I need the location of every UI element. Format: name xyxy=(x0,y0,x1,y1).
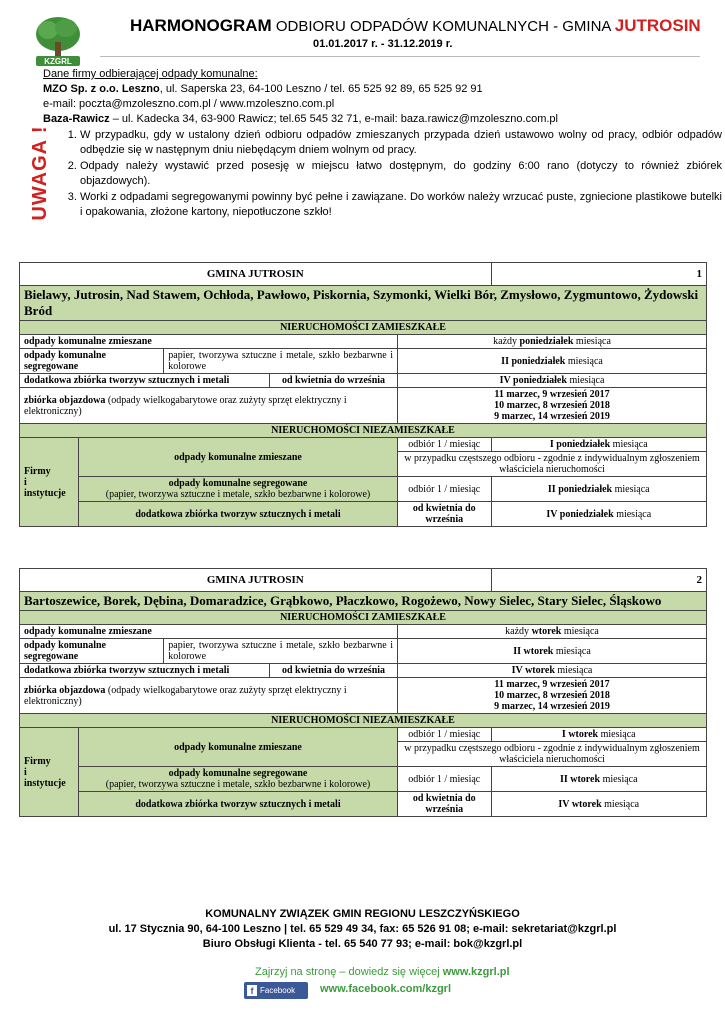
kzgrl-logo xyxy=(28,14,88,68)
firm-mixed-value: I poniedziałek miesiąca xyxy=(491,438,706,452)
schedule-table-2 xyxy=(19,568,707,817)
notice-item: 3. Worki z odpadami segregowanymi powinny być pełne i zawiązane. Do worków należy wrzucać puste, zgniecione plastikowe butelki i opakowania, złożone kartony, niepotłuczone szkło! xyxy=(80,190,722,220)
row-seg-value: II poniedziałek miesiąca xyxy=(398,349,707,374)
firm-seg-value: II wtorek miesiąca xyxy=(491,767,706,792)
gmina-heading: GMINA JUTROSIN xyxy=(20,263,492,286)
firm-extra-period: od kwietnia do września xyxy=(398,792,491,817)
firm-mixed-value: I wtorek miesiąca xyxy=(491,728,706,742)
notice-item: 2. Odpady należy wystawić przed posesję w miejscu łatwo dostępnym, do godziny 6:00 rano (dotyczy to również zbiórek objazdowych). xyxy=(80,159,722,189)
notice-item: 1. W przypadku, gdy w ustalony dzień odbioru odpadów zmieszanych przypada dzień ustawowo wolny od pracy, odbiór odpadów odbędzie się w następnym dniu niebędącym dniem wolnym od pracy. xyxy=(80,128,722,158)
company-info: Dane firmy odbierającej odpady komunalne: MZO Sp. z o.o. Leszno, ul. Saperska 23, 64-100 Leszno / tel. 65 525 92 89, 65 525 92 91 e-mail: poczta@mzoleszno.com.pl / www.mzoleszno.com.pl Baza-Rawicz – ul. Kadecka 34, 63-900 Rawicz; tel.65 545 32 71, e-mail: baza.rawicz@mzoleszno.com.pl xyxy=(43,68,558,125)
row-extra-label: dodatkowa zbiórka tworzyw sztucznych i metali xyxy=(20,664,270,678)
row-seg-label: odpady komunalne segregowane xyxy=(20,349,164,374)
firms-label: Firmy i instytucje xyxy=(20,728,79,817)
row-mixed-label: odpady komunalne zmieszane xyxy=(20,625,398,639)
firm-extra-label: dodatkowa zbiórka tworzyw sztucznych i metali xyxy=(78,502,397,527)
row-bulky-dates: 11 marzec, 9 wrzesień 2017 10 marzec, 8 wrzesień 2018 9 marzec, 14 wrzesień 2019 xyxy=(398,678,707,714)
schedule-table-1 xyxy=(19,262,707,527)
firm-mixed-freq: odbiór 1 / miesiąc xyxy=(398,728,491,742)
table-number: 2 xyxy=(491,569,706,592)
facebook-icon: f xyxy=(247,985,257,996)
footer-org: KOMUNALNY ZWIĄZEK GMIN REGIONU LESZCZYŃSKIEGO xyxy=(205,908,520,920)
facebook-link[interactable]: www.facebook.com/kzgrl xyxy=(320,983,452,995)
gmina-heading: GMINA JUTROSIN xyxy=(20,569,492,592)
firm-mixed-frequent: w przypadku częstszego odbioru - zgodnie z indywidualnym zgłoszeniem właściciela nieruchomości xyxy=(398,742,707,767)
firm-extra-label: dodatkowa zbiórka tworzyw sztucznych i metali xyxy=(78,792,397,817)
towns-list: Bartoszewice, Borek, Dębina, Domaradzice, Grąbkowo, Płaczkowo, Rogożewo, Nowy Sielec, Stary Sielec, Śląskowo xyxy=(20,592,707,611)
towns-list: Bielawy, Jutrosin, Nad Stawem, Ochłoda, Pawłowo, Piskornia, Szymonki, Wielki Bór, Zmysłowo, Zygmuntowo, Żydowski Bród xyxy=(20,286,707,321)
firm-extra-value: IV wtorek miesiąca xyxy=(491,792,706,817)
firm-seg-freq: odbiór 1 / miesiąc xyxy=(398,767,491,792)
row-seg-label: odpady komunalne segregowane xyxy=(20,639,164,664)
row-bulky-dates: 11 marzec, 9 wrzesień 2017 10 marzec, 8 wrzesień 2018 9 marzec, 14 wrzesień 2019 xyxy=(398,388,707,424)
notice-list xyxy=(58,128,722,221)
row-extra-label: dodatkowa zbiórka tworzyw sztucznych i metali xyxy=(20,374,270,388)
divider xyxy=(100,56,700,57)
row-extra-value: IV poniedziałek miesiąca xyxy=(398,374,707,388)
row-seg-value: II wtorek miesiąca xyxy=(398,639,707,664)
firm-mixed-label: odpady komunalne zmieszane xyxy=(78,728,397,767)
footer-bok: Biuro Obsługi Klienta - tel. 65 540 77 93; e-mail: bok@kzgrl.pl xyxy=(202,938,523,950)
row-mixed-label: odpady komunalne zmieszane xyxy=(20,335,398,349)
firm-mixed-label: odpady komunalne zmieszane xyxy=(78,438,397,477)
table-number: 1 xyxy=(491,263,706,286)
row-seg-desc: papier, tworzywa sztuczne i metale, szkło bezbarwne i kolorowe xyxy=(164,349,398,374)
firm-seg-value: II poniedziałek miesiąca xyxy=(491,477,706,502)
firm-extra-period: od kwietnia do września xyxy=(398,502,491,527)
firms-label: Firmy i instytucje xyxy=(20,438,79,527)
firm-mixed-freq: odbiór 1 / miesiąc xyxy=(398,438,491,452)
row-extra-period: od kwietnia do września xyxy=(269,664,397,678)
uninhabited-heading: NIERUCHOMOŚCI NIEZAMIESZKAŁE xyxy=(20,714,707,728)
row-bulky-label: zbiórka objazdowa (odpady wielkogabarytowe oraz zużyty sprzęt elektryczny i elektroniczny) xyxy=(20,388,398,424)
row-bulky-label: zbiórka objazdowa (odpady wielkogabarytowe oraz zużyty sprzęt elektryczny i elektroniczny) xyxy=(20,678,398,714)
row-extra-period: od kwietnia do września xyxy=(269,374,397,388)
inhabited-heading: NIERUCHOMOŚCI ZAMIESZKAŁE xyxy=(20,611,707,625)
firm-seg-label: odpady komunalne segregowane (papier, tworzywa sztuczne i metale, szkło bezbarwne i kolorowe) xyxy=(78,477,397,502)
footer-contact: ul. 17 Stycznia 90, 64-100 Leszno | tel. 65 529 49 34, fax: 65 526 91 08; e-mail: sekretariat@kzgrl.pl xyxy=(108,923,617,935)
firm-seg-freq: odbiór 1 / miesiąc xyxy=(398,477,491,502)
inhabited-heading: NIERUCHOMOŚCI ZAMIESZKAŁE xyxy=(20,321,707,335)
uwaga-label: UWAGA ! xyxy=(28,125,51,221)
row-seg-desc: papier, tworzywa sztuczne i metale, szkło bezbarwne i kolorowe xyxy=(164,639,398,664)
promo-text: Zajrzyj na stronę – dowiedz się więcej www.kzgrl.pl xyxy=(255,966,510,978)
firm-seg-label: odpady komunalne segregowane (papier, tworzywa sztuczne i metale, szkło bezbarwne i kolorowe) xyxy=(78,767,397,792)
website-link[interactable]: www.kzgrl.pl xyxy=(442,966,510,978)
facebook-badge[interactable]: f Facebook xyxy=(244,982,308,999)
svg-text:KZGRL: KZGRL xyxy=(44,57,72,66)
firm-extra-value: IV poniedziałek miesiąca xyxy=(491,502,706,527)
uninhabited-heading: NIERUCHOMOŚCI NIEZAMIESZKAŁE xyxy=(20,424,707,438)
row-mixed-value: każdy poniedziałek miesiąca xyxy=(398,335,707,349)
row-extra-value: IV wtorek miesiąca xyxy=(398,664,707,678)
page-title: HARMONOGRAM ODBIORU ODPADÓW KOMUNALNYCH - GMINA JUTROSIN xyxy=(130,16,701,35)
firm-mixed-frequent: w przypadku częstszego odbioru - zgodnie z indywidualnym zgłoszeniem właściciela nieruchomości xyxy=(398,452,707,477)
date-range: 01.01.2017 r. - 31.12.2019 r. xyxy=(313,38,453,50)
row-mixed-value: każdy wtorek miesiąca xyxy=(398,625,707,639)
